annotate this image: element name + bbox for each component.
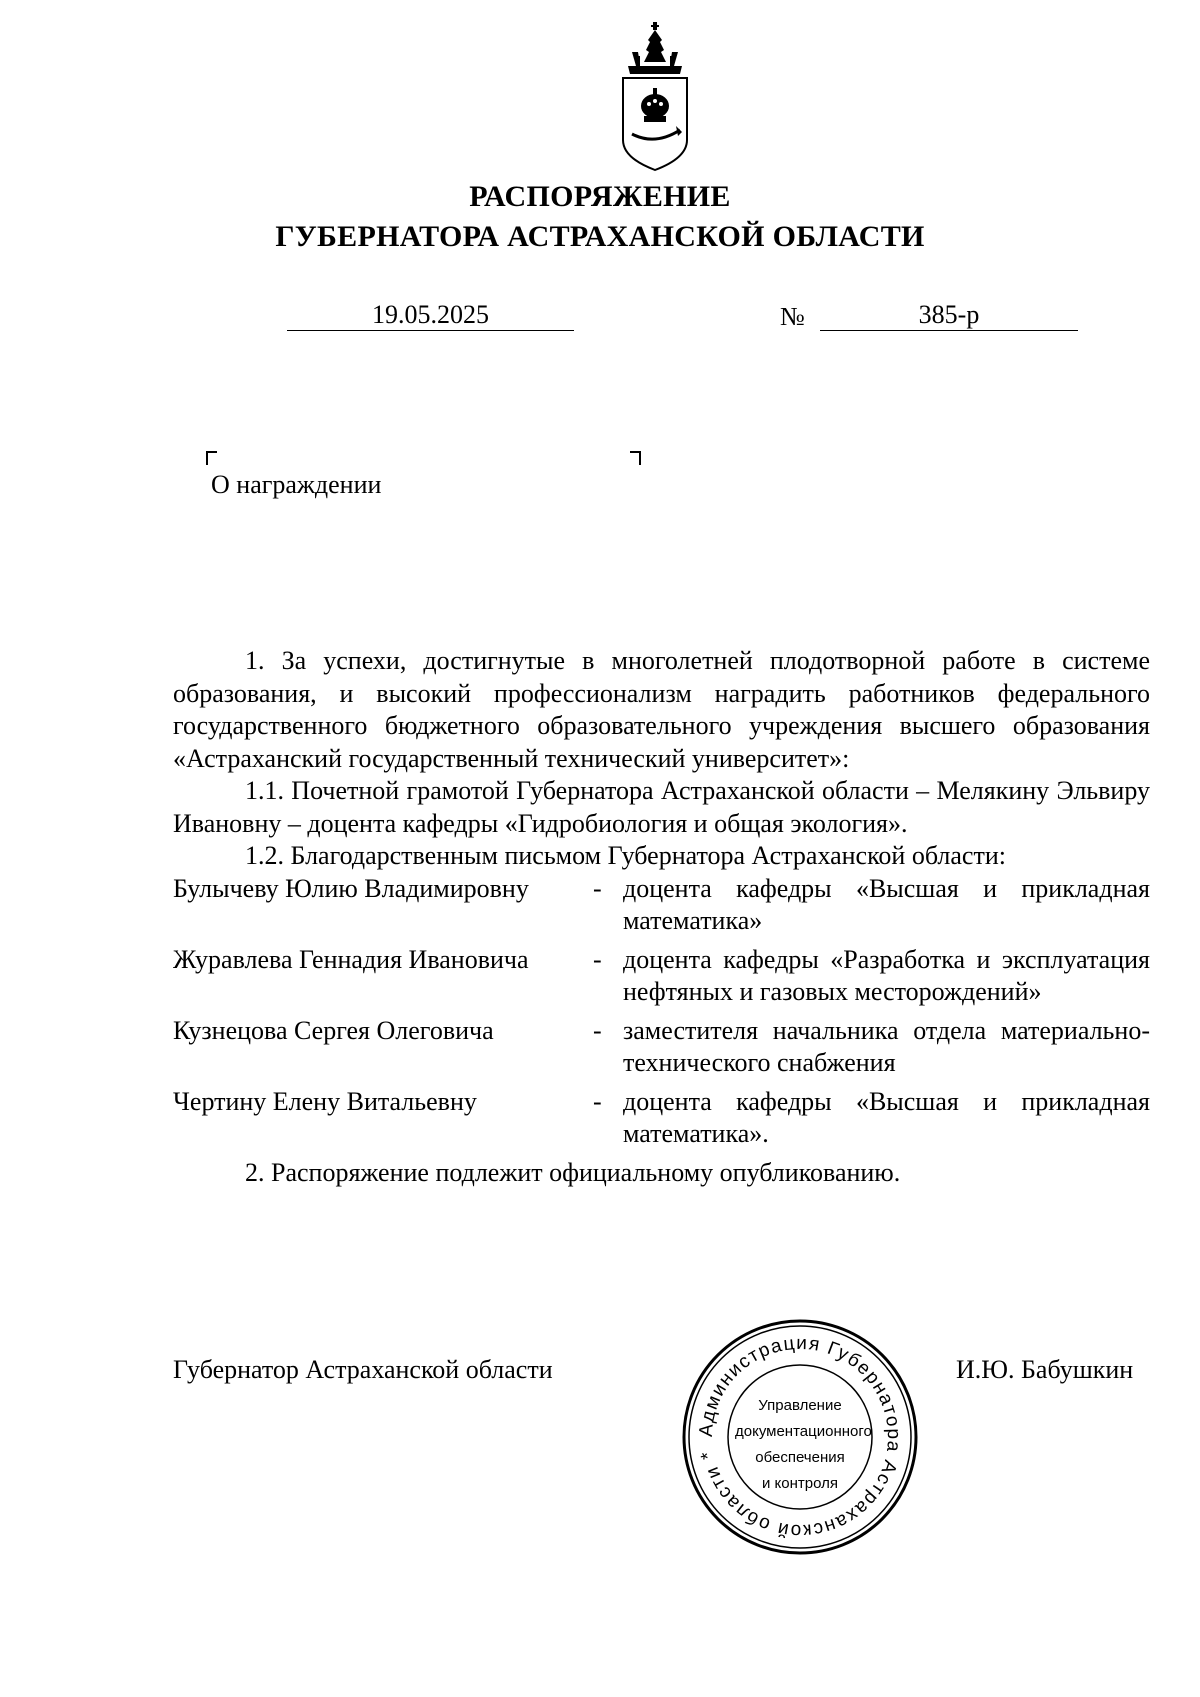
seal-inner-line: документационного bbox=[735, 1423, 872, 1440]
awardee-dash: - bbox=[593, 1086, 602, 1116]
document-subject: О награждении bbox=[211, 470, 382, 499]
seal-ring-text: Администрация Губернатора Астраханской области * bbox=[695, 1332, 905, 1542]
paragraph-1-1: 1.1. Почетной грамотой Губернатора Астраханской области – Мелякину Эльвиру Ивановну – доцента кафедры «Гидробиология и общая экология». bbox=[173, 776, 1150, 838]
signatory-name: И.Ю. Бабушкин bbox=[956, 1355, 1134, 1384]
paragraph-2: 2. Распоряжение подлежит официальному опубликованию. bbox=[245, 1157, 901, 1187]
awardee-row bbox=[173, 1015, 1150, 1080]
awardee-name: Чертину Елену Витальевну bbox=[173, 1086, 477, 1116]
coat-of-arms-icon bbox=[618, 22, 692, 174]
awardee-position: доцента кафедры «Высшая и прикладная математика» bbox=[623, 873, 1150, 935]
document-body bbox=[173, 645, 1150, 1189]
awardee-dash: - bbox=[593, 873, 602, 903]
seal-inner-line: обеспечения bbox=[755, 1449, 845, 1466]
awardee-position: доцента кафедры «Высшая и прикладная математика». bbox=[623, 1086, 1150, 1148]
corner-mark-left bbox=[206, 451, 217, 465]
seal-inner-line: Управление bbox=[758, 1397, 842, 1414]
paragraph-1: 1. За успехи, достигнутые в многолетней плодотворной работе в системе образования, и высокий профессионализм наградить работников федерального государственного бюджетного образовательного учреждения высшего образования «Астраханский государственный технический университет»: bbox=[173, 646, 1150, 773]
awardee-position: заместителя начальника отдела материально-технического снабжения bbox=[623, 1015, 1150, 1077]
seal-inner-text bbox=[735, 1393, 872, 1497]
signatory-title: Губернатор Астраханской области bbox=[173, 1355, 553, 1384]
awardee-row bbox=[173, 1086, 1150, 1151]
seal-inner-line: и контроля bbox=[761, 1475, 838, 1492]
document-number: 385-р bbox=[820, 300, 1078, 331]
awardee-position: доцента кафедры «Разработка и эксплуатация нефтяных и газовых месторождений» bbox=[623, 944, 1150, 1006]
document-title: РАСПОРЯЖЕНИЕ bbox=[469, 180, 731, 213]
paragraph-1-2: 1.2. Благодарственным письмом Губернатора Астраханской области: bbox=[245, 841, 1006, 870]
awardee-name: Кузнецова Сергея Олеговича bbox=[173, 1015, 494, 1045]
document-issuer: ГУБЕРНАТОРА АСТРАХАНСКОЙ ОБЛАСТИ bbox=[275, 220, 925, 253]
awardee-name: Журавлева Геннадия Ивановича bbox=[173, 944, 529, 974]
awardee-row bbox=[173, 944, 1150, 1009]
document-date: 19.05.2025 bbox=[287, 300, 574, 331]
awardee-row bbox=[173, 873, 1150, 938]
awardee-dash: - bbox=[593, 1015, 602, 1045]
corner-mark-right bbox=[630, 451, 641, 465]
awardee-dash: - bbox=[593, 944, 602, 974]
awardee-name: Булычеву Юлию Владимировну bbox=[173, 873, 529, 903]
number-sign: № bbox=[780, 302, 805, 331]
